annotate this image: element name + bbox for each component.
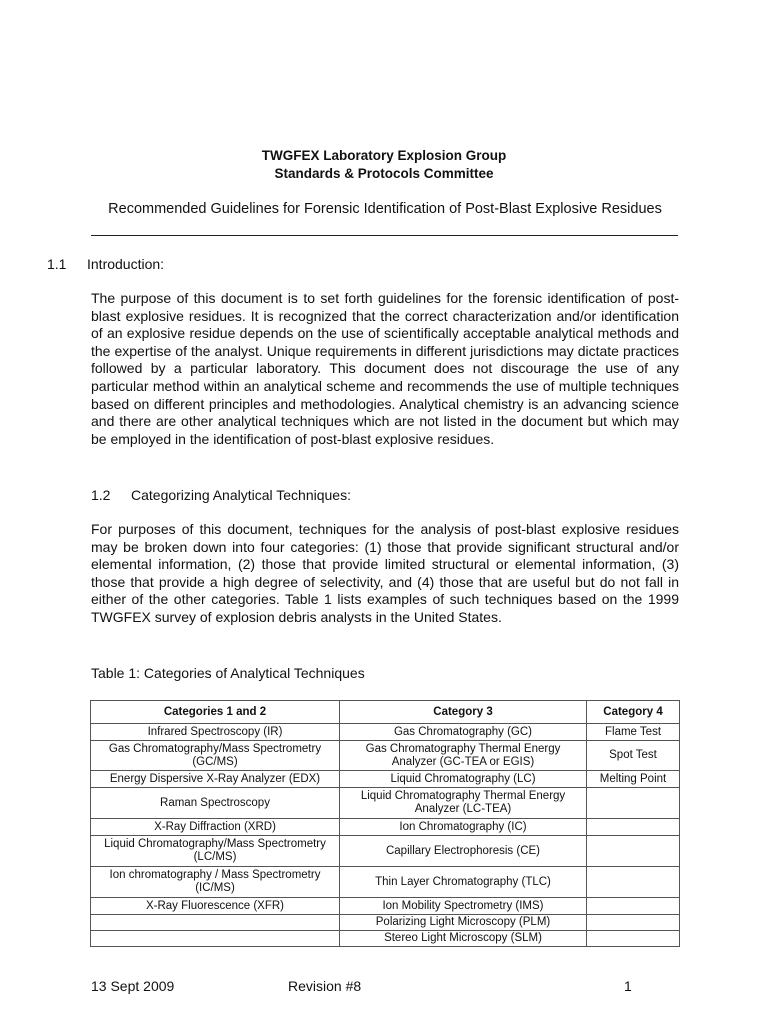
table-row <box>91 771 680 788</box>
table-cell <box>91 915 340 931</box>
table-cell: Gas Chromatography (GC) <box>340 724 587 741</box>
table-header-row <box>91 701 680 724</box>
table-cell: Gas Chromatography/Mass Spectrometry (GC/MS) <box>91 741 340 771</box>
table-cell: Gas Chromatography Thermal Energy Analyzer (GC-TEA or EGIS) <box>340 741 587 771</box>
horizontal-rule <box>91 235 678 236</box>
table-cell: Liquid Chromatography Thermal Energy Analyzer (LC-TEA) <box>340 788 587 819</box>
committee-name: Standards & Protocols Committee <box>274 166 494 181</box>
table-cell <box>587 931 680 947</box>
section-title: Categorizing Analytical Techniques: <box>131 487 351 503</box>
table-cell: Capillary Electrophoresis (CE) <box>340 836 587 867</box>
table-cell: Raman Spectroscopy <box>91 788 340 819</box>
table-cell: Energy Dispersive X-Ray Analyzer (EDX) <box>91 771 340 788</box>
table-row <box>91 898 680 915</box>
table-cell <box>587 898 680 915</box>
table-cell: X-Ray Diffraction (XRD) <box>91 819 340 836</box>
column-header: Category 4 <box>587 701 680 724</box>
table-cell: X-Ray Fluorescence (XFR) <box>91 898 340 915</box>
section-number: 1.2 <box>91 487 111 503</box>
table-cell: Melting Point <box>587 771 680 788</box>
footer-date: 13 Sept 2009 <box>91 978 175 994</box>
table-caption: Table 1: Categories of Analytical Techniques <box>91 665 365 681</box>
page-number: 1 <box>624 978 632 994</box>
table-cell <box>587 788 680 819</box>
table-row <box>91 819 680 836</box>
table-row <box>91 741 680 771</box>
table-cell <box>587 867 680 898</box>
table-cell <box>587 836 680 867</box>
table-cell: Spot Test <box>587 741 680 771</box>
table-row <box>91 867 680 898</box>
document-title: TWGFEX Laboratory Explosion Group <box>261 148 507 163</box>
table-cell: Stereo Light Microscopy (SLM) <box>340 931 587 947</box>
techniques-table <box>90 700 680 947</box>
table-cell: Flame Test <box>587 724 680 741</box>
table-cell: Ion Chromatography (IC) <box>340 819 587 836</box>
table-cell: Infrared Spectroscopy (IR) <box>91 724 340 741</box>
introduction-paragraph: The purpose of this document is to set forth guidelines for the forensic identification of post-blast explosive residues. It is recognized that the correct characterization and/or identification of an explosive residue depends on the use of scientifically acceptable analytical methods and the expertise of the analyst. Unique requirements in different jurisdictions may dictate practices followed by a particular laboratory. This document does not discourage the use of any particular method within an analytical scheme and recommends the use of multiple techniques based on different principles and methodologies. Analytical chemistry is an advancing science and there are other analytical techniques which are not listed in the document but which may be employed in the identification of post-blast explosive residues. <box>91 290 679 447</box>
column-header: Categories 1 and 2 <box>91 701 340 724</box>
table-cell: Thin Layer Chromatography (TLC) <box>340 867 587 898</box>
footer-revision: Revision #8 <box>288 978 362 994</box>
table-row <box>91 915 680 931</box>
table-cell: Ion chromatography / Mass Spectrometry (IC/MS) <box>91 867 340 898</box>
table-cell <box>587 819 680 836</box>
table-cell: Liquid Chromatography/Mass Spectrometry (LC/MS) <box>91 836 340 867</box>
document-subtitle: Recommended Guidelines for Forensic Identification of Post-Blast Explosive Residues <box>108 201 662 217</box>
table-row <box>91 836 680 867</box>
table-cell: Liquid Chromatography (LC) <box>340 771 587 788</box>
table-cell <box>587 915 680 931</box>
categorizing-paragraph: For purposes of this document, techniques for the analysis of post-blast explosive residues may be broken down into four categories: (1) those that provide significant structural and/or elemental information, (2) those that provide limited structural or elemental information, (3) those that provide a high degree of selectivity, and (4) those that are useful but do not fall in either of the other categories. Table 1 lists examples of such techniques based on the 1999 TWGFEX survey of explosion debris analysts in the United States. <box>91 521 679 625</box>
table-row <box>91 931 680 947</box>
section-number: 1.1 <box>47 256 67 272</box>
table-row <box>91 724 680 741</box>
table-cell: Polarizing Light Microscopy (PLM) <box>340 915 587 931</box>
column-header: Category 3 <box>340 701 587 724</box>
table-cell <box>91 931 340 947</box>
table-cell: Ion Mobility Spectrometry (IMS) <box>340 898 587 915</box>
table-row <box>91 788 680 819</box>
section-title: Introduction: <box>87 256 165 272</box>
